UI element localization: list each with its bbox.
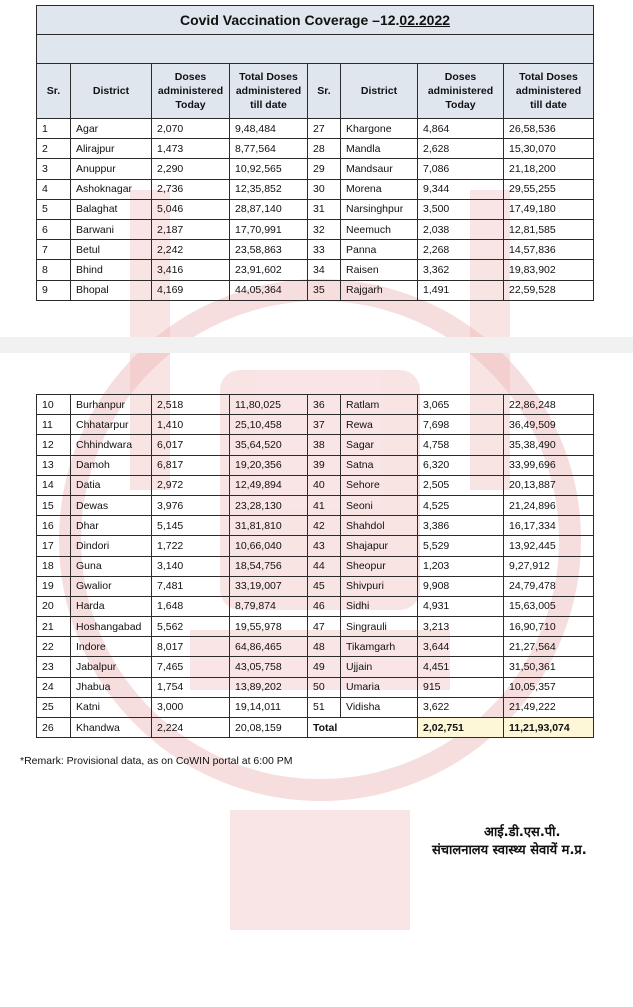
cell-doses-today: 9,344: [418, 179, 504, 199]
cell-sr: 51: [308, 697, 341, 717]
cell-district: Gwalior: [71, 576, 152, 596]
cell-sr: 30: [308, 179, 341, 199]
cell-total-doses: 21,49,222: [504, 697, 594, 717]
header-district-right: District: [341, 64, 418, 119]
cell-sr: 24: [37, 677, 71, 697]
cell-sr: 16: [37, 516, 71, 536]
cell-total-doses: 20,08,159: [230, 718, 308, 738]
cell-total-doses: 44,05,364: [230, 280, 308, 300]
cell-district: Ratlam: [341, 395, 418, 415]
cell-doses-today: 3,416: [152, 260, 230, 280]
cell-total-doses: 23,91,602: [230, 260, 308, 280]
cell-district: Raisen: [341, 260, 418, 280]
cell-district: Ujjain: [341, 657, 418, 677]
table-row: [37, 657, 594, 677]
cell-sr: 19: [37, 576, 71, 596]
cell-doses-today: 5,562: [152, 617, 230, 637]
total-doses-till-date: 11,21,93,074: [504, 718, 594, 738]
cell-district: Sidhi: [341, 596, 418, 616]
cell-district: Panna: [341, 240, 418, 260]
cell-sr: 50: [308, 677, 341, 697]
column-header-row: [37, 64, 594, 119]
cell-district: Shivpuri: [341, 576, 418, 596]
cell-sr: 35: [308, 280, 341, 300]
cell-sr: 33: [308, 240, 341, 260]
cell-district: Balaghat: [71, 199, 152, 219]
cell-sr: 11: [37, 415, 71, 435]
cell-doses-today: 3,213: [418, 617, 504, 637]
cell-doses-today: 9,908: [418, 576, 504, 596]
cell-district: Singrauli: [341, 617, 418, 637]
cell-total-doses: 8,77,564: [230, 139, 308, 159]
cell-total-doses: 36,49,509: [504, 415, 594, 435]
cell-total-doses: 28,87,140: [230, 199, 308, 219]
cell-doses-today: 2,187: [152, 219, 230, 239]
cell-sr: 31: [308, 199, 341, 219]
cell-district: Dindori: [71, 536, 152, 556]
cell-sr: 43: [308, 536, 341, 556]
title-text: Covid Vaccination Coverage –12.: [179, 12, 400, 28]
vaccination-table-part1: [36, 5, 594, 301]
cell-total-doses: 12,81,585: [504, 219, 594, 239]
cell-district: Bhind: [71, 260, 152, 280]
cell-doses-today: 3,362: [418, 260, 504, 280]
cell-sr: 3: [37, 159, 71, 179]
cell-sr: 27: [308, 119, 341, 139]
cell-doses-today: 5,145: [152, 516, 230, 536]
cell-sr: 8: [37, 260, 71, 280]
cell-total-doses: 13,89,202: [230, 677, 308, 697]
cell-sr: 44: [308, 556, 341, 576]
table-row: [37, 475, 594, 495]
cell-total-doses: 25,10,458: [230, 415, 308, 435]
cell-sr: 23: [37, 657, 71, 677]
table-row: [37, 435, 594, 455]
cell-sr: 26: [37, 718, 71, 738]
cell-doses-today: 6,320: [418, 455, 504, 475]
cell-district: Chhatarpur: [71, 415, 152, 435]
cell-sr: 49: [308, 657, 341, 677]
table-row: [37, 677, 594, 697]
cell-total-doses: 33,99,696: [504, 455, 594, 475]
cell-total-doses: 26,58,536: [504, 119, 594, 139]
cell-sr: 15: [37, 495, 71, 515]
table-row: [37, 536, 594, 556]
header-total-doses-right: Total Doses administered till date: [504, 64, 594, 119]
cell-total-doses: 8,79,874: [230, 596, 308, 616]
table-row: [37, 199, 594, 219]
cell-total-doses: 22,86,248: [504, 395, 594, 415]
cell-doses-today: 1,754: [152, 677, 230, 697]
cell-doses-today: 2,242: [152, 240, 230, 260]
cell-sr: 20: [37, 596, 71, 616]
cell-district: Rajgarh: [341, 280, 418, 300]
cell-district: Agar: [71, 119, 152, 139]
table-row: [37, 395, 594, 415]
total-label: Total: [308, 718, 418, 738]
cell-total-doses: 17,49,180: [504, 199, 594, 219]
cell-doses-today: 3,065: [418, 395, 504, 415]
table-row: [37, 240, 594, 260]
cell-sr: 46: [308, 596, 341, 616]
cell-sr: 39: [308, 455, 341, 475]
cell-sr: 47: [308, 617, 341, 637]
cell-district: Betul: [71, 240, 152, 260]
cell-doses-today: 2,736: [152, 179, 230, 199]
cell-district: Satna: [341, 455, 418, 475]
cell-total-doses: 21,24,896: [504, 495, 594, 515]
cell-doses-today: 2,290: [152, 159, 230, 179]
header-district: District: [71, 64, 152, 119]
header-total-doses: Total Doses administered till date: [230, 64, 308, 119]
cell-district: Narsinghpur: [341, 199, 418, 219]
cell-district: Ashoknagar: [71, 179, 152, 199]
cell-doses-today: 2,224: [152, 718, 230, 738]
cell-district: Seoni: [341, 495, 418, 515]
cell-total-doses: 9,48,484: [230, 119, 308, 139]
cell-doses-today: 2,038: [418, 219, 504, 239]
cell-district: Neemuch: [341, 219, 418, 239]
cell-total-doses: 19,55,978: [230, 617, 308, 637]
cell-doses-today: 3,976: [152, 495, 230, 515]
cell-doses-today: 1,473: [152, 139, 230, 159]
cell-total-doses: 22,59,528: [504, 280, 594, 300]
cell-sr: 29: [308, 159, 341, 179]
cell-total-doses: 18,54,756: [230, 556, 308, 576]
cell-district: Morena: [341, 179, 418, 199]
cell-total-doses: 10,66,040: [230, 536, 308, 556]
table-row: [37, 516, 594, 536]
cell-doses-today: 4,451: [418, 657, 504, 677]
cell-district: Indore: [71, 637, 152, 657]
table-row: [37, 576, 594, 596]
header-doses-today: Doses administered Today: [152, 64, 230, 119]
cell-total-doses: 43,05,758: [230, 657, 308, 677]
cell-district: Umaria: [341, 677, 418, 697]
cell-sr: 32: [308, 219, 341, 239]
table-row: [37, 159, 594, 179]
cell-doses-today: 1,648: [152, 596, 230, 616]
cell-doses-today: 1,722: [152, 536, 230, 556]
cell-total-doses: 12,49,894: [230, 475, 308, 495]
title-date: 02.2022: [399, 12, 451, 28]
cell-doses-today: 4,525: [418, 495, 504, 515]
cell-sr: 13: [37, 455, 71, 475]
cell-doses-today: 2,628: [418, 139, 504, 159]
table-row: [37, 495, 594, 515]
table-row: [37, 219, 594, 239]
cell-total-doses: 35,38,490: [504, 435, 594, 455]
table-row-total: [37, 718, 594, 738]
cell-doses-today: 3,000: [152, 697, 230, 717]
cell-district: Khargone: [341, 119, 418, 139]
table-row: [37, 139, 594, 159]
cell-district: Barwani: [71, 219, 152, 239]
cell-doses-today: 2,268: [418, 240, 504, 260]
cell-doses-today: 7,086: [418, 159, 504, 179]
table2-body: [37, 395, 594, 718]
cell-district: Sehore: [341, 475, 418, 495]
cell-district: Katni: [71, 697, 152, 717]
cell-sr: 42: [308, 516, 341, 536]
cell-district: Sagar: [341, 435, 418, 455]
cell-total-doses: 24,79,478: [504, 576, 594, 596]
cell-total-doses: 19,20,356: [230, 455, 308, 475]
table1-body: [37, 119, 594, 301]
cell-doses-today: 1,203: [418, 556, 504, 576]
cell-total-doses: 21,27,564: [504, 637, 594, 657]
cell-doses-today: 7,698: [418, 415, 504, 435]
cell-doses-today: 3,500: [418, 199, 504, 219]
cell-district: Alirajpur: [71, 139, 152, 159]
cell-district: Jabalpur: [71, 657, 152, 677]
cell-district: Khandwa: [71, 718, 152, 738]
cell-total-doses: 19,83,902: [504, 260, 594, 280]
signature-line2: संचालनालय स्वास्थ्य सेवायें म.प्र.: [432, 843, 587, 858]
cell-doses-today: 2,505: [418, 475, 504, 495]
cell-total-doses: 17,70,991: [230, 219, 308, 239]
cell-total-doses: 10,05,357: [504, 677, 594, 697]
cell-total-doses: 14,57,836: [504, 240, 594, 260]
cell-total-doses: 21,18,200: [504, 159, 594, 179]
cell-total-doses: 33,19,007: [230, 576, 308, 596]
cell-doses-today: 1,491: [418, 280, 504, 300]
cell-sr: 45: [308, 576, 341, 596]
cell-sr: 5: [37, 199, 71, 219]
cell-doses-today: 3,386: [418, 516, 504, 536]
table-row: [37, 697, 594, 717]
table-row: [37, 415, 594, 435]
cell-total-doses: 29,55,255: [504, 179, 594, 199]
cell-sr: 14: [37, 475, 71, 495]
cell-district: Jhabua: [71, 677, 152, 697]
cell-district: Datia: [71, 475, 152, 495]
cell-district: Vidisha: [341, 697, 418, 717]
cell-total-doses: 31,50,361: [504, 657, 594, 677]
cell-total-doses: 12,35,852: [230, 179, 308, 199]
cell-doses-today: 6,017: [152, 435, 230, 455]
cell-doses-today: 3,622: [418, 697, 504, 717]
cell-total-doses: 16,90,710: [504, 617, 594, 637]
blank-header-row: [37, 35, 594, 64]
cell-doses-today: 2,972: [152, 475, 230, 495]
cell-total-doses: 20,13,887: [504, 475, 594, 495]
cell-total-doses: 19,14,011: [230, 697, 308, 717]
cell-sr: 41: [308, 495, 341, 515]
cell-total-doses: 15,63,005: [504, 596, 594, 616]
table-row: [37, 260, 594, 280]
cell-sr: 1: [37, 119, 71, 139]
cell-district: Hoshangabad: [71, 617, 152, 637]
signature-line1: आई.डी.एस.पी.: [484, 825, 561, 840]
remark-note: *Remark: Provisional data, as on CoWIN portal at 6:00 PM: [20, 755, 293, 767]
cell-district: Shajapur: [341, 536, 418, 556]
cell-total-doses: 23,28,130: [230, 495, 308, 515]
cell-sr: 2: [37, 139, 71, 159]
cell-district: Dewas: [71, 495, 152, 515]
cell-district: Chhindwara: [71, 435, 152, 455]
cell-doses-today: 4,931: [418, 596, 504, 616]
cell-sr: 40: [308, 475, 341, 495]
cell-sr: 7: [37, 240, 71, 260]
cell-doses-today: 6,817: [152, 455, 230, 475]
cell-total-doses: 31,81,810: [230, 516, 308, 536]
table-row: [37, 455, 594, 475]
cell-sr: 10: [37, 395, 71, 415]
cell-doses-today: 7,465: [152, 657, 230, 677]
cell-doses-today: 5,046: [152, 199, 230, 219]
header-sr: Sr.: [37, 64, 71, 119]
cell-sr: 25: [37, 697, 71, 717]
cell-doses-today: 7,481: [152, 576, 230, 596]
cell-district: Sheopur: [341, 556, 418, 576]
cell-doses-today: 8,017: [152, 637, 230, 657]
cell-total-doses: 23,58,863: [230, 240, 308, 260]
cell-total-doses: 11,80,025: [230, 395, 308, 415]
cell-sr: 38: [308, 435, 341, 455]
cell-total-doses: 9,27,912: [504, 556, 594, 576]
cell-doses-today: 5,529: [418, 536, 504, 556]
table-row: [37, 596, 594, 616]
cell-district: Guna: [71, 556, 152, 576]
page-separator: [0, 337, 633, 353]
cell-doses-today: 4,758: [418, 435, 504, 455]
cell-sr: 34: [308, 260, 341, 280]
cell-sr: 28: [308, 139, 341, 159]
cell-district: Mandla: [341, 139, 418, 159]
cell-sr: 21: [37, 617, 71, 637]
cell-doses-today: 4,864: [418, 119, 504, 139]
table-row: [37, 556, 594, 576]
cell-sr: 6: [37, 219, 71, 239]
cell-sr: 18: [37, 556, 71, 576]
cell-doses-today: 3,140: [152, 556, 230, 576]
header-doses-today-right: Doses administered Today: [418, 64, 504, 119]
cell-doses-today: 3,644: [418, 637, 504, 657]
cell-district: Mandsaur: [341, 159, 418, 179]
table-row: [37, 280, 594, 300]
header-sr-right: Sr.: [308, 64, 341, 119]
cell-sr: 12: [37, 435, 71, 455]
cell-total-doses: 15,30,070: [504, 139, 594, 159]
cell-district: Dhar: [71, 516, 152, 536]
cell-sr: 4: [37, 179, 71, 199]
cell-district: Harda: [71, 596, 152, 616]
cell-district: Shahdol: [341, 516, 418, 536]
cell-sr: 9: [37, 280, 71, 300]
cell-doses-today: 1,410: [152, 415, 230, 435]
vaccination-table-part2: [36, 394, 594, 738]
cell-doses-today: 2,070: [152, 119, 230, 139]
table-row: [37, 637, 594, 657]
cell-total-doses: 13,92,445: [504, 536, 594, 556]
cell-sr: 22: [37, 637, 71, 657]
cell-doses-today: 2,518: [152, 395, 230, 415]
cell-doses-today: 915: [418, 677, 504, 697]
cell-sr: 48: [308, 637, 341, 657]
cell-total-doses: 16,17,334: [504, 516, 594, 536]
cell-total-doses: 35,64,520: [230, 435, 308, 455]
cell-doses-today: 4,169: [152, 280, 230, 300]
cell-sr: 17: [37, 536, 71, 556]
cell-district: Tikamgarh: [341, 637, 418, 657]
total-doses-today: 2,02,751: [418, 718, 504, 738]
table-row: [37, 119, 594, 139]
cell-sr: 36: [308, 395, 341, 415]
table-row: [37, 617, 594, 637]
cell-district: Bhopal: [71, 280, 152, 300]
cell-sr: 37: [308, 415, 341, 435]
cell-total-doses: 10,92,565: [230, 159, 308, 179]
cell-district: Rewa: [341, 415, 418, 435]
cell-district: Anuppur: [71, 159, 152, 179]
report-title: [37, 6, 594, 35]
cell-total-doses: 64,86,465: [230, 637, 308, 657]
cell-district: Burhanpur: [71, 395, 152, 415]
cell-district: Damoh: [71, 455, 152, 475]
table-row: [37, 179, 594, 199]
